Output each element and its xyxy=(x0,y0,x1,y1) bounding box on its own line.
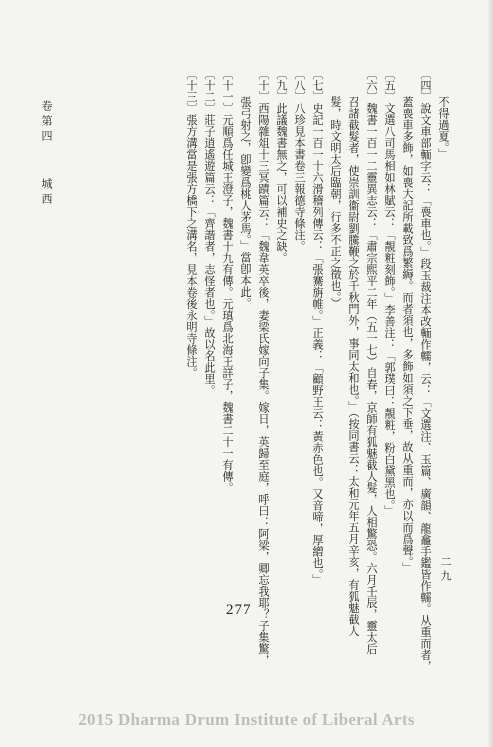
note-9: 〔九〕此議魏書無之，可以補史之缺。 xyxy=(275,68,288,264)
note-13: 〔十三〕張方溝當是張方橋下之溝名，見本卷後永明寺條注。 xyxy=(185,68,198,379)
note-6-line-3: 髮，時文明太后臨朝，行多不正之徵也。） xyxy=(329,96,342,309)
note-7: 〔七〕史記一百一十六滑稽列傳云：「張騫旃帷。」正義：「顧野王云：黃赤色也。又音啼，厚繒也。」 xyxy=(311,68,324,586)
scan-edge-shadow xyxy=(487,0,493,747)
note-8: 〔八〕八珍見本書卷三報德寺條注。 xyxy=(293,68,306,252)
running-head-title: 城西 xyxy=(40,178,53,208)
note-4-line-1: 〔四〕說文車部輀字云：「喪車也。」段玉裁注本改輀作轜，云：「文選注、玉篇、廣韻、龍龕手鑑皆作轜。从重而者， xyxy=(419,68,432,672)
page-number: 277 xyxy=(226,602,252,618)
leaf-number: 二九 xyxy=(439,556,452,584)
note-5: 〔五〕文選八司馬相如林賦云：「靚粧刻飾。」李善注：「郭璞曰：靚粧，粉白黛黑也。」 xyxy=(383,68,396,517)
running-head-volume: 卷第四 xyxy=(40,100,53,145)
note-10-line-1: 〔十〕西陽雜俎十三冥蹟篇云：「魏韋英卒後，妻梁氏嫁向子集。嫁日，英歸至庭，呼曰：阿梁，卿忘我耶？子集驚， xyxy=(257,68,270,666)
note-10-line-2: 張弓射之，卽變爲桃人茅馬。」當卽本此。 xyxy=(239,96,252,309)
note-11: 〔十一〕元順爲任城王澄子，魏書十九有傳。元瑱爲北海王詳子，魏書二十一有傳。 xyxy=(221,68,234,494)
note-4-line-2: 蓋喪車多飾，如喪大記所載致爲繁縟。而者須也，多飾如須之下垂，故从重而，亦以而爲聲。」 xyxy=(401,96,414,574)
note-6-line-2: 召諸截髮者，使崇訓衞尉劉騰鞭之於千秋門外，事同太和也。」（按同書云：太和元年五月辛亥，有狐魅截人 xyxy=(347,96,360,637)
text-line-1: 不得過夏。」 xyxy=(437,96,450,160)
watermark: 2015 Dharma Drum Institute of Liberal Arts xyxy=(78,710,415,729)
note-12: 〔十二〕莊子逍遙遊篇云：「齊諧者，志怪者也。」故以名此里。 xyxy=(203,68,216,396)
note-6-line-1: 〔六〕魏書一百一二靈異志云：「肅宗熙平二年（五一七）自春，京師有狐魅截人髮，人相驚恐。六月壬辰，靈太后 xyxy=(365,68,378,655)
